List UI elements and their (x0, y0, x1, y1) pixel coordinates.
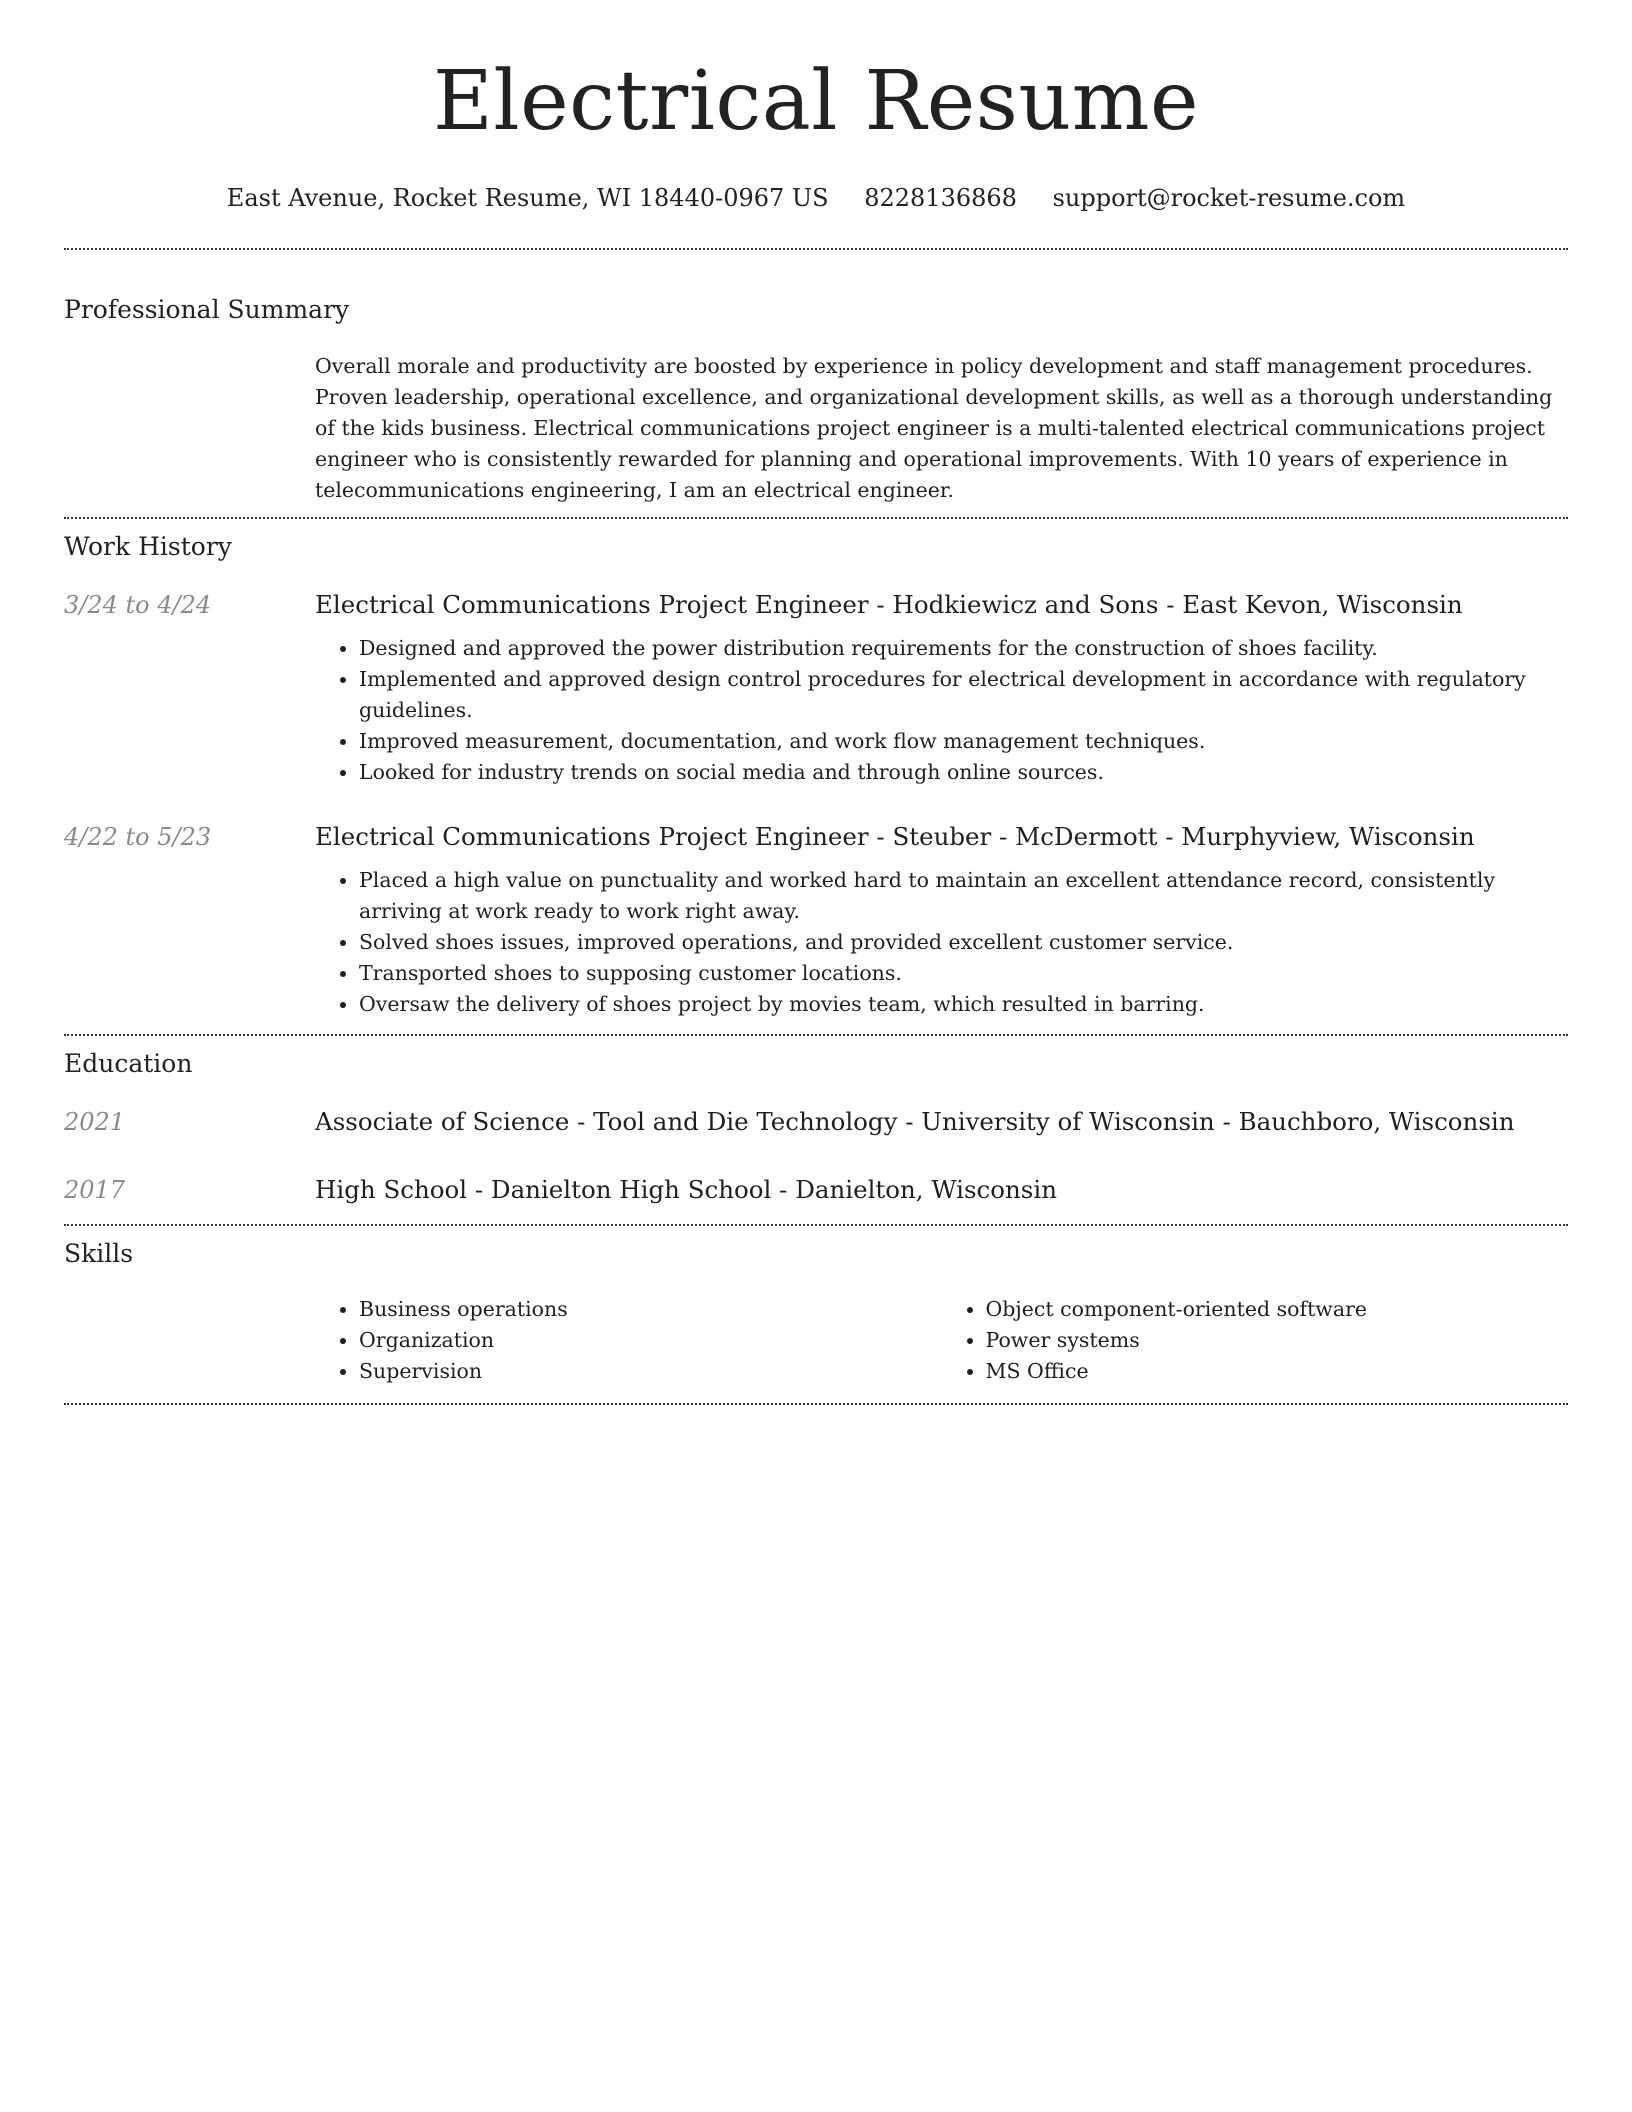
education-school: - Danielton High School - Danielton, Wisconsin (467, 1175, 1057, 1204)
contact-line (64, 182, 1568, 214)
list-item: • Oversaw the delivery of shoes project by movies team, which resulted in barring. (359, 989, 1568, 1020)
job-dates: 4/22 to 5/23 (64, 823, 212, 851)
job-entry (64, 589, 1568, 788)
job-bullets (315, 865, 1568, 1020)
summary-section (64, 294, 1568, 506)
contact-email: support@rocket-resume.com (1052, 184, 1406, 212)
education-entry (64, 1174, 1568, 1206)
education-entry (64, 1106, 1568, 1138)
skill-item: • Object component-oriented software (986, 1294, 1569, 1325)
skills-grid (315, 1294, 1568, 1387)
divider (64, 248, 1568, 250)
contact-phone: 8228136868 (864, 184, 1017, 212)
education-heading (315, 1106, 1568, 1138)
section-title: Work History (64, 532, 232, 561)
job-employer: - Steuber - McDermott - Murphyview, Wisconsin (868, 822, 1475, 851)
job-heading (315, 589, 1568, 621)
education-degree: High School (315, 1175, 468, 1204)
summary-text: Overall morale and productivity are boosted by experience in policy development and staff management procedures. Proven leadership, operational excellence, and organizational development skills, as well as a thorough understanding of the kids business. Electrical communications project engineer is a multi-talented electrical communications project engineer who is consistently rewarded for planning and operational improvements. With 10 years of experience in telecommunications engineering, I am an electrical engineer. (315, 354, 1553, 502)
list-item: • Designed and approved the power distribution requirements for the construction of shoes facility. (359, 633, 1568, 664)
list-item: • Improved measurement, documentation, and work flow management techniques. (359, 726, 1568, 757)
list-item: • Placed a high value on punctuality and worked hard to maintain an excellent attendance record, consistently arriving at work ready to work right away. (359, 865, 1568, 927)
job-dates: 3/24 to 4/24 (64, 591, 212, 619)
divider (64, 1403, 1568, 1405)
list-item: • Transported shoes to supposing customer locations. (359, 958, 1568, 989)
divider (64, 1034, 1568, 1036)
education-year: 2021 (64, 1108, 126, 1136)
job-title: Electrical Communications Project Engineer (315, 590, 869, 619)
education-degree: Associate of Science - Tool and Die Technology (315, 1107, 898, 1136)
skills-list (315, 1294, 942, 1387)
list-item: • Looked for industry trends on social media and through online sources. (359, 757, 1568, 788)
skills-section (64, 1238, 1568, 1387)
resume-title: Electrical Resume (433, 54, 1199, 149)
contact-address: East Avenue, Rocket Resume, WI 18440-0967 US (226, 184, 829, 212)
skills-list (942, 1294, 1569, 1387)
job-employer: - Hodkiewicz and Sons - East Kevon, Wisconsin (868, 590, 1463, 619)
list-item: • Solved shoes issues, improved operations, and provided excellent customer service. (359, 927, 1568, 958)
education-heading (315, 1174, 1568, 1206)
skill-item: • Supervision (359, 1356, 942, 1387)
job-title: Electrical Communications Project Engineer (315, 822, 869, 851)
list-item: • Implemented and approved design control procedures for electrical development in accordance with regulatory guidelines. (359, 664, 1568, 726)
section-title: Education (64, 1049, 193, 1078)
education-year: 2017 (64, 1176, 126, 1204)
job-entry (64, 821, 1568, 1020)
skill-item: • Business operations (359, 1294, 942, 1325)
work-section (64, 531, 1568, 1020)
education-school: - University of Wisconsin - Bauchboro, Wisconsin (897, 1107, 1515, 1136)
skill-item: • Organization (359, 1325, 942, 1356)
job-bullets (315, 633, 1568, 788)
divider (64, 1224, 1568, 1226)
skill-item: • MS Office (986, 1356, 1569, 1387)
skill-item: • Power systems (986, 1325, 1569, 1356)
education-section (64, 1048, 1568, 1206)
job-heading (315, 821, 1568, 853)
section-title: Skills (64, 1239, 134, 1268)
section-title: Professional Summary (64, 295, 350, 324)
divider (64, 517, 1568, 519)
